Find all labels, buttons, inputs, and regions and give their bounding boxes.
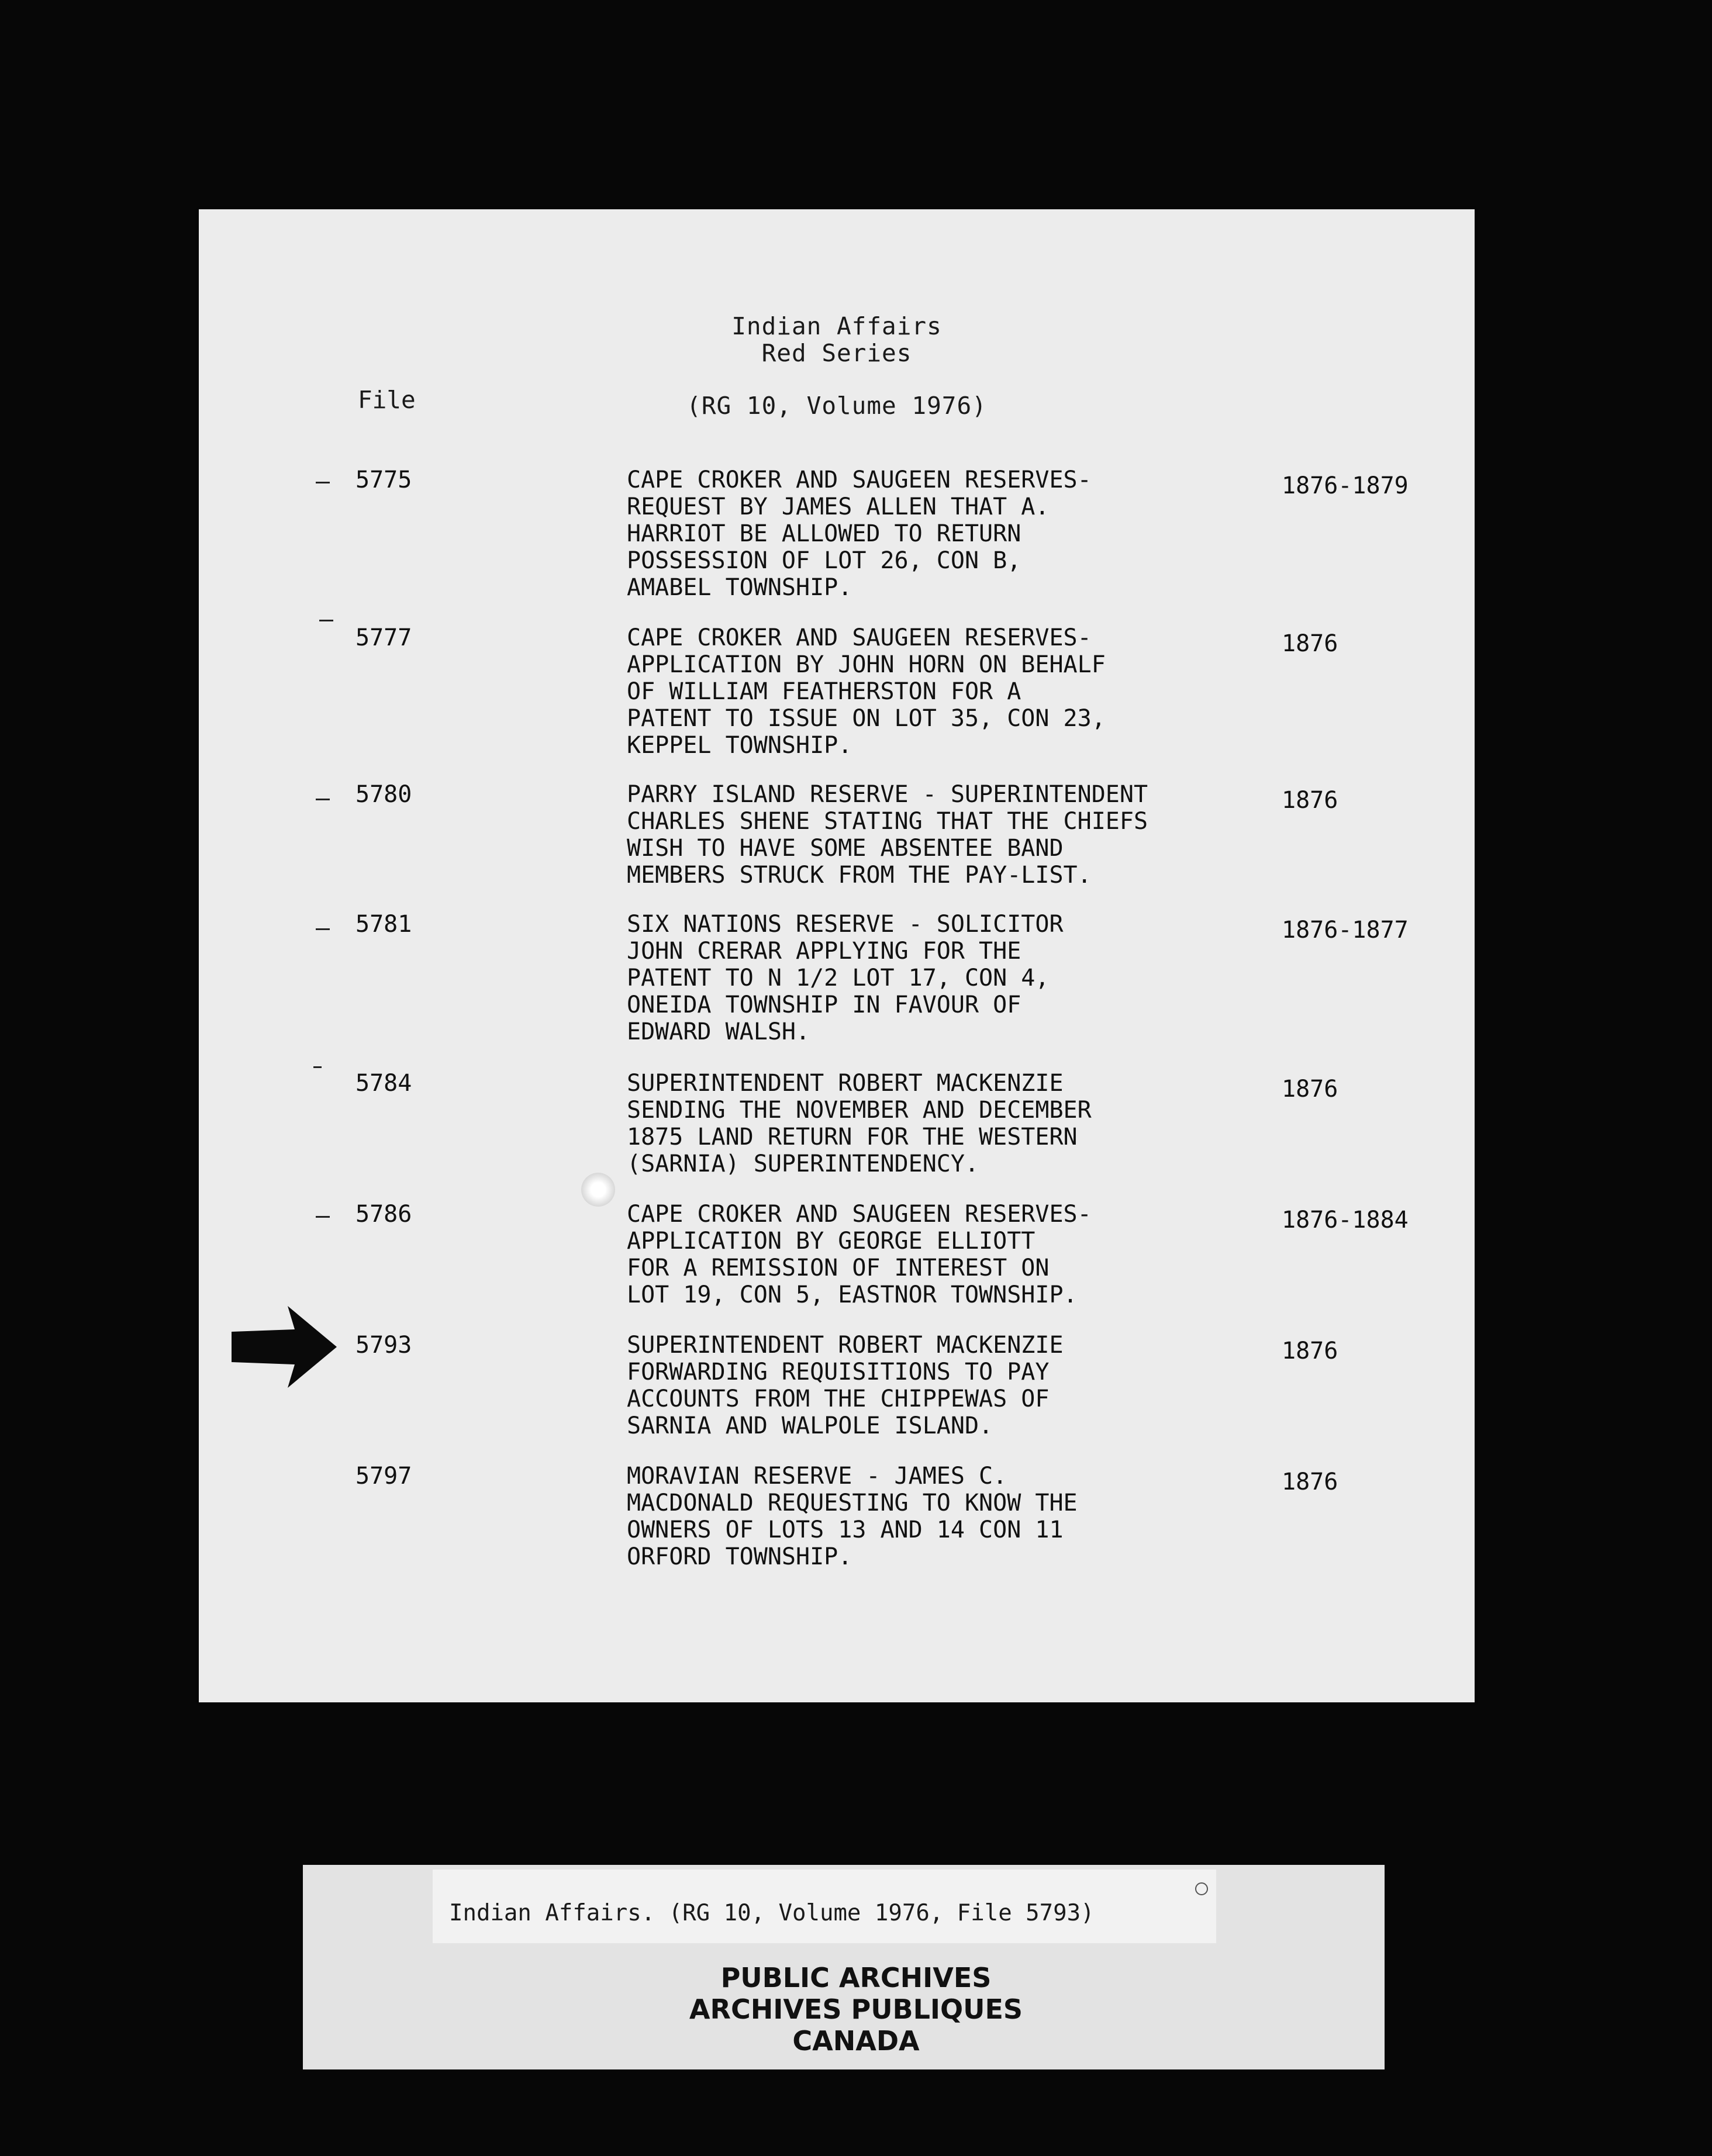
- file-number: 5797: [355, 1463, 412, 1490]
- description-line: HARRIOT BE ALLOWED TO RETURN: [627, 520, 1021, 547]
- file-column-header: File: [358, 386, 416, 414]
- description-line: CAPE CROKER AND SAUGEEN RESERVES-: [627, 624, 1092, 651]
- description-line: MORAVIAN RESERVE - JAMES C.: [627, 1463, 1007, 1490]
- description-line: SENDING THE NOVEMBER AND DECEMBER: [627, 1097, 1092, 1124]
- document-sheet: [199, 209, 1475, 1702]
- description-line: (SARNIA) SUPERINTENDENCY.: [627, 1150, 979, 1177]
- description-line: ORFORD TOWNSHIP.: [627, 1543, 852, 1570]
- file-number: 5784: [355, 1070, 412, 1097]
- document-series: Red Series: [761, 339, 912, 367]
- description-line: REQUEST BY JAMES ALLEN THAT A.: [627, 493, 1050, 520]
- description-line: AMABEL TOWNSHIP.: [627, 574, 852, 601]
- description-line: 1875 LAND RETURN FOR THE WESTERN: [627, 1124, 1078, 1150]
- file-description: [627, 781, 1241, 889]
- description-line: LOT 19, CON 5, EASTNOR TOWNSHIP.: [627, 1281, 1078, 1308]
- archive-name-en: PUBLIC ARCHIVES: [720, 1962, 992, 1993]
- description-line: WISH TO HAVE SOME ABSENTEE BAND: [627, 835, 1064, 862]
- file-dates: 1876: [1282, 1076, 1338, 1103]
- description-line: JOHN CRERAR APPLYING FOR THE: [627, 938, 1021, 965]
- file-dates: 1876-1877: [1282, 917, 1409, 944]
- file-description: [627, 1201, 1241, 1308]
- margin-tick-mark: [316, 1216, 330, 1218]
- margin-tick-mark: [319, 620, 333, 621]
- description-line: CHARLES SHENE STATING THAT THE CHIEFS: [627, 808, 1148, 835]
- description-line: SUPERINTENDENT ROBERT MACKENZIE: [627, 1332, 1064, 1359]
- archive-reference-text: Indian Affairs. (RG 10, Volume 1976, File 5793): [449, 1900, 1095, 1926]
- description-line: FORWARDING REQUISITIONS TO PAY: [627, 1359, 1050, 1385]
- description-line: MEMBERS STRUCK FROM THE PAY-LIST.: [627, 862, 1092, 889]
- description-line: APPLICATION BY JOHN HORN ON BEHALF: [627, 651, 1106, 678]
- description-line: PARRY ISLAND RESERVE - SUPERINTENDENT: [627, 781, 1148, 808]
- file-dates: 1876-1884: [1282, 1207, 1409, 1234]
- file-number: 5786: [355, 1201, 412, 1228]
- file-description: [627, 467, 1241, 601]
- description-line: PATENT TO N 1/2 LOT 17, CON 4,: [627, 965, 1050, 991]
- description-line: CAPE CROKER AND SAUGEEN RESERVES-: [627, 467, 1092, 493]
- description-line: SUPERINTENDENT ROBERT MACKENZIE: [627, 1070, 1064, 1097]
- file-dates: 1876: [1282, 1469, 1338, 1495]
- file-number: 5777: [355, 624, 412, 651]
- document-title: Indian Affairs: [731, 312, 942, 340]
- description-line: OF WILLIAM FEATHERSTON FOR A: [627, 678, 1021, 705]
- file-dates: 1876: [1282, 1338, 1338, 1364]
- description-line: APPLICATION BY GEORGE ELLIOTT: [627, 1228, 1036, 1255]
- archive-country: CANADA: [792, 2025, 920, 2057]
- paper-speck: [581, 1173, 615, 1207]
- document-reference: (RG 10, Volume 1976): [686, 392, 987, 420]
- file-description: [627, 1070, 1241, 1177]
- description-line: CAPE CROKER AND SAUGEEN RESERVES-: [627, 1201, 1092, 1228]
- file-number: 5780: [355, 781, 412, 808]
- file-description: [627, 1332, 1241, 1439]
- file-number: 5793: [355, 1332, 412, 1359]
- file-dates: 1876: [1282, 787, 1338, 814]
- file-description: [627, 624, 1241, 759]
- file-number: 5781: [355, 911, 412, 938]
- file-description: [627, 1463, 1241, 1570]
- description-line: ACCOUNTS FROM THE CHIPPEWAS OF: [627, 1385, 1050, 1412]
- description-line: ONEIDA TOWNSHIP IN FAVOUR OF: [627, 991, 1021, 1018]
- margin-tick-mark: [316, 482, 330, 483]
- file-dates: 1876: [1282, 630, 1338, 657]
- punch-hole-icon: [1195, 1882, 1208, 1895]
- margin-tick-mark: [316, 799, 330, 800]
- file-description: [627, 911, 1241, 1045]
- description-line: EDWARD WALSH.: [627, 1018, 810, 1045]
- description-line: FOR A REMISSION OF INTEREST ON: [627, 1255, 1050, 1281]
- description-line: POSSESSION OF LOT 26, CON B,: [627, 547, 1021, 574]
- description-line: KEPPEL TOWNSHIP.: [627, 732, 852, 759]
- description-line: MACDONALD REQUESTING TO KNOW THE: [627, 1490, 1078, 1516]
- description-line: OWNERS OF LOTS 13 AND 14 CON 11: [627, 1516, 1064, 1543]
- margin-tick-mark: [313, 1066, 322, 1068]
- description-line: SIX NATIONS RESERVE - SOLICITOR: [627, 911, 1064, 938]
- file-dates: 1876-1879: [1282, 472, 1409, 499]
- pointer-arrow-icon: [232, 1306, 337, 1388]
- description-line: SARNIA AND WALPOLE ISLAND.: [627, 1412, 993, 1439]
- archive-name-fr: ARCHIVES PUBLIQUES: [689, 1993, 1023, 2025]
- margin-tick-mark: [316, 928, 330, 930]
- file-number: 5775: [355, 467, 412, 493]
- description-line: PATENT TO ISSUE ON LOT 35, CON 23,: [627, 705, 1106, 732]
